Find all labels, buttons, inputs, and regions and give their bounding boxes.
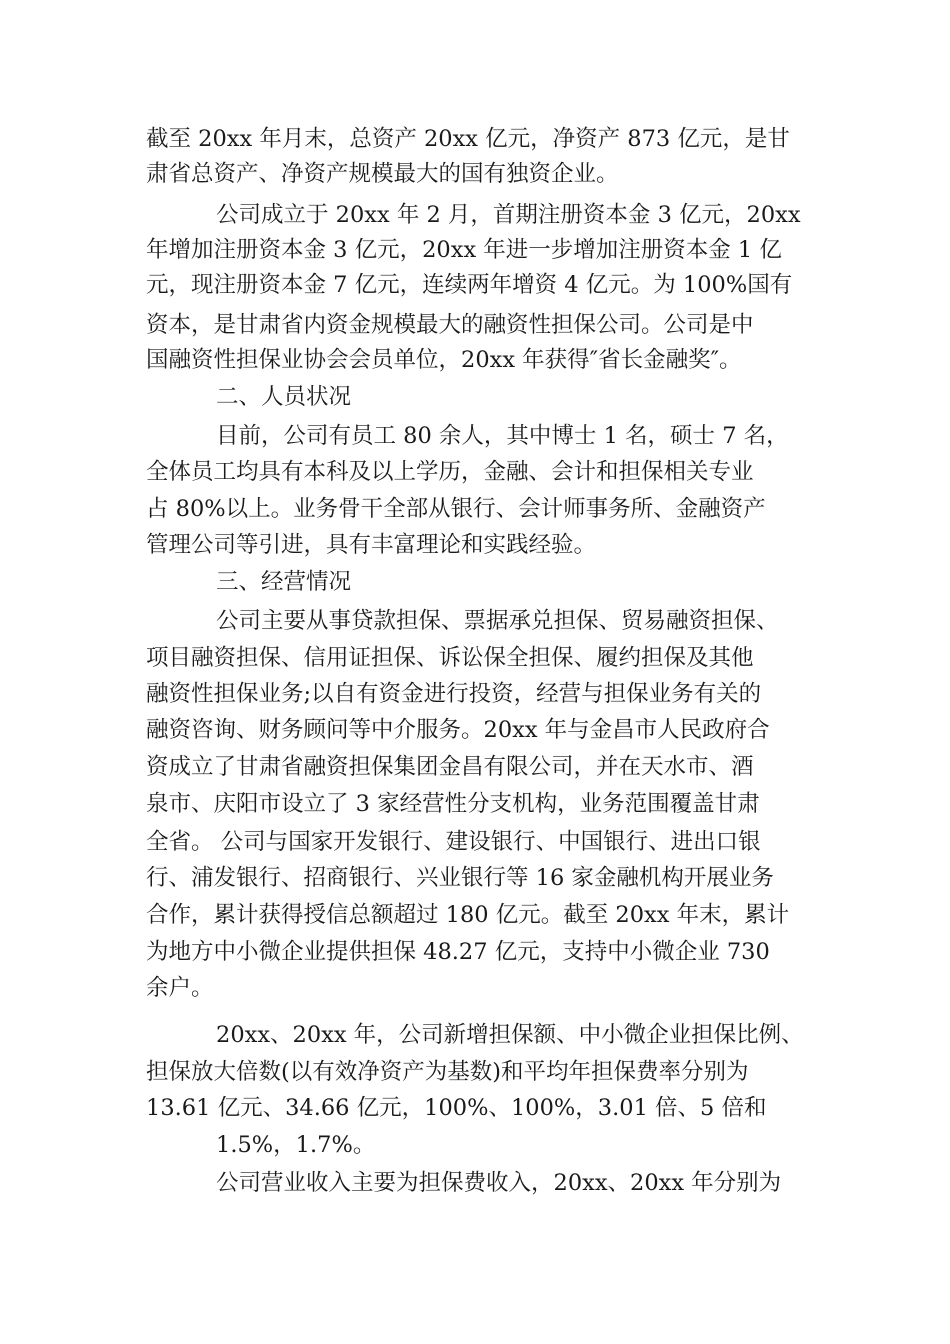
text-line: 肃省总资产、净资产规模最大的国有独资企业。 — [146, 161, 619, 187]
text-line: 项目融资担保、信用证担保、诉讼保全担保、履约担保及其他 — [146, 645, 754, 671]
text-line: 融资性担保业务;以自有资金进行投资，经营与担保业务有关的 — [146, 681, 762, 707]
text-line: 融资咨询、财务顾问等中介服务。20xx 年与金昌市人民政府合 — [146, 717, 770, 743]
text-line: 国融资性担保业协会会员单位，20xx 年获得″省长金融奖″。 — [146, 347, 742, 373]
text-line: 担保放大倍数(以有效净资产为基数)和平均年担保费率分别为 — [146, 1059, 749, 1085]
text-line: 公司主要从事贷款担保、票据承兑担保、贸易融资担保、 — [216, 608, 779, 634]
text-line: 公司成立于 20xx 年 2 月，首期注册资本金 3 亿元，20xx — [216, 202, 801, 228]
text-line: 全省。 公司与国家开发银行、建设银行、中国银行、进出口银 — [146, 829, 761, 855]
text-line: 13.61 亿元、34.66 亿元，100%、100%，3.01 倍、5 倍和 — [146, 1095, 767, 1121]
section-heading-personnel: 二、人员状况 — [216, 384, 352, 410]
text-line: 公司营业收入主要为担保费收入，20xx、20xx 年分别为 — [216, 1170, 782, 1196]
text-line: 行、浦发银行、招商银行、兴业银行等 16 家金融机构开展业务 — [146, 865, 774, 891]
text-line: 余户。 — [146, 975, 214, 1001]
text-line: 1.5%，1.7%。 — [216, 1132, 376, 1158]
text-line: 截至 20xx 年月末，总资产 20xx 亿元，净资产 873 亿元，是甘 — [146, 126, 790, 152]
text-line: 元，现注册资本金 7 亿元，连续两年增资 4 亿元。为 100%国有 — [146, 272, 793, 298]
text-line: 目前，公司有员工 80 余人，其中博士 1 名，硕士 7 名， — [216, 423, 789, 449]
text-line: 管理公司等引进，具有丰富理论和实践经验。 — [146, 532, 597, 558]
section-heading-operations: 三、经营情况 — [216, 569, 352, 595]
text-line: 全体员工均具有本科及以上学历，金融、会计和担保相关专业 — [146, 459, 754, 485]
text-line: 资本，是甘肃省内资金规模最大的融资性担保公司。公司是中 — [146, 312, 754, 338]
text-line: 占 80%以上。业务骨干全部从银行、会计师事务所、金融资产 — [146, 496, 766, 522]
text-line: 20xx、20xx 年，公司新增担保额、中小微企业担保比例、 — [216, 1022, 804, 1048]
text-line: 资成立了甘肃省融资担保集团金昌有限公司，并在天水市、酒 — [146, 754, 754, 780]
text-line: 为地方中小微企业提供担保 48.27 亿元，支持中小微企业 730 — [146, 939, 770, 965]
text-line: 泉市、庆阳市设立了 3 家经营性分支机构，业务范围覆盖甘肃 — [146, 791, 760, 817]
text-line: 合作，累计获得授信总额超过 180 亿元。截至 20xx 年末，累计 — [146, 902, 790, 928]
text-line: 年增加注册资本金 3 亿元，20xx 年进一步增加注册资本金 1 亿 — [146, 237, 782, 263]
